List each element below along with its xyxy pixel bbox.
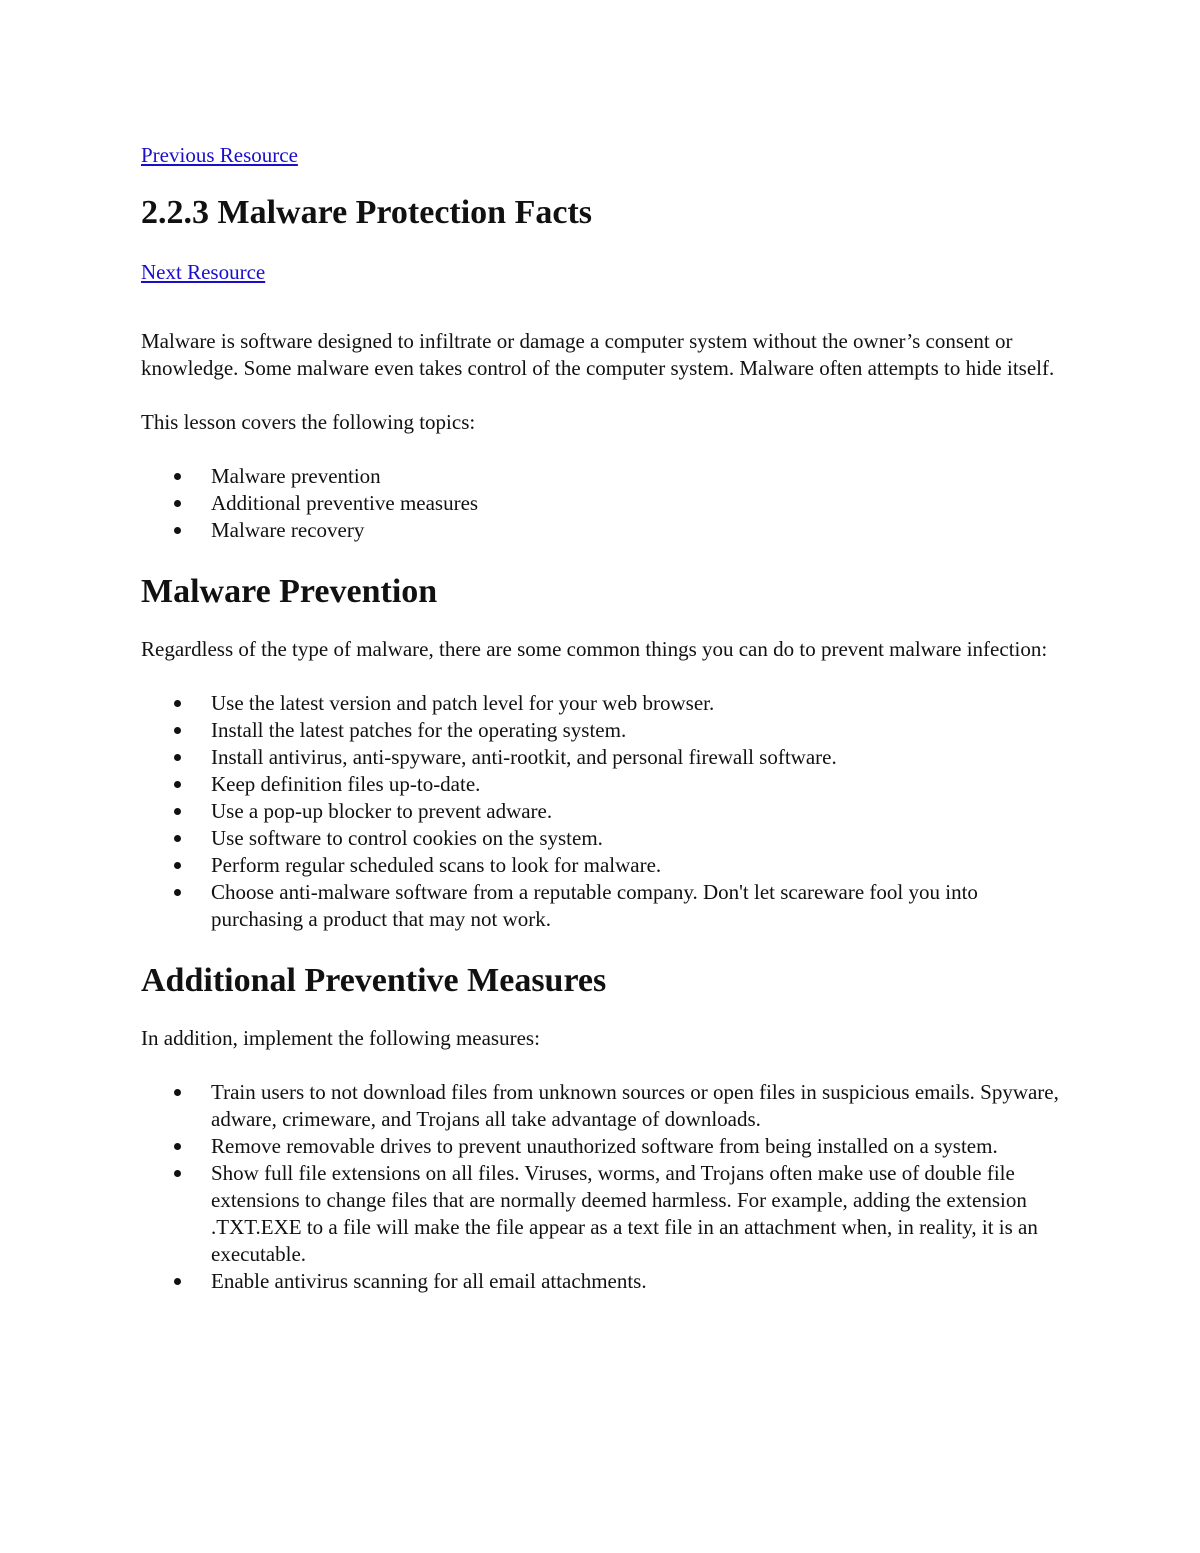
- bullet-icon: [174, 527, 181, 534]
- bullet-icon: [174, 862, 181, 869]
- bullet-icon: [174, 835, 181, 842]
- bullet-icon: [174, 500, 181, 507]
- list-item: [141, 744, 1071, 771]
- list-item-text: Choose anti-malware software from a reputable company. Don't let scareware fool you into purchasing a product that may not work.: [211, 880, 978, 931]
- list-item-text: Use the latest version and patch level for your web browser.: [211, 691, 715, 715]
- list-item-text: Show full file extensions on all files. Viruses, worms, and Trojans often make use of double file extensions to change files that are normally deemed harmless. For example, adding the extension .TXT.EXE to a file will make the file appear as a text file in an attachment when, in reality, it is an executable.: [211, 1161, 1038, 1266]
- list-item: [141, 1079, 1071, 1133]
- bullet-icon: [174, 754, 181, 761]
- list-item: [141, 1268, 1071, 1295]
- next-resource-link[interactable]: Next Resource: [141, 260, 266, 284]
- list-item-text: Use software to control cookies on the system.: [211, 826, 603, 850]
- list-item-text: Train users to not download files from unknown sources or open files in suspicious emails. Spyware, adware, crimeware, and Trojans all take advantage of downloads.: [211, 1080, 1059, 1131]
- additional-lead: In addition, implement the following measures:: [141, 1026, 540, 1050]
- list-item-text: Enable antivirus scanning for all email attachments.: [211, 1269, 647, 1293]
- additional-list: [141, 1079, 1071, 1295]
- list-item-text: Use a pop-up blocker to prevent adware.: [211, 799, 553, 823]
- prevention-heading: Malware Prevention: [141, 573, 438, 610]
- prevention-lead: Regardless of the type of malware, there are some common things you can do to prevent malware infection:: [141, 637, 1048, 661]
- list-item-text: Install antivirus, anti-spyware, anti-rootkit, and personal firewall software.: [211, 745, 837, 769]
- additional-heading: Additional Preventive Measures: [141, 962, 607, 999]
- list-item-text: Malware recovery: [211, 518, 365, 542]
- list-item-text: Install the latest patches for the operating system.: [211, 718, 627, 742]
- bullet-icon: [174, 727, 181, 734]
- list-item: [141, 852, 1071, 879]
- bullet-icon: [174, 700, 181, 707]
- bullet-icon: [174, 781, 181, 788]
- bullet-icon: [174, 1170, 181, 1177]
- bullet-icon: [174, 889, 181, 896]
- list-item-text: Perform regular scheduled scans to look for malware.: [211, 853, 662, 877]
- list-item-text: Additional preventive measures: [211, 491, 479, 515]
- list-item: [141, 690, 1071, 717]
- list-item: [141, 798, 1071, 825]
- list-item-text: Malware prevention: [211, 464, 381, 488]
- list-item: [141, 490, 1071, 517]
- list-item-text: Keep definition files up-to-date.: [211, 772, 481, 796]
- bullet-icon: [174, 1089, 181, 1096]
- previous-resource-link[interactable]: Previous Resource: [141, 143, 298, 167]
- list-item: [141, 879, 1071, 933]
- list-item: [141, 771, 1071, 798]
- list-item: [141, 463, 1071, 490]
- list-item: [141, 517, 1071, 544]
- list-item-text: Remove removable drives to prevent unauthorized software from being installed on a system.: [211, 1134, 998, 1158]
- topics-list: [141, 463, 1071, 544]
- list-item: [141, 717, 1071, 744]
- list-item: [141, 1133, 1071, 1160]
- prevention-list: [141, 690, 1071, 933]
- list-item: [141, 825, 1071, 852]
- bullet-icon: [174, 808, 181, 815]
- intro-paragraph: Malware is software designed to infiltrate or damage a computer system without the owner’s consent or knowledge. Some malware even takes control of the computer system. Malware often attempts to hide itself.: [141, 329, 1055, 380]
- bullet-icon: [174, 1278, 181, 1285]
- list-item: [141, 1160, 1071, 1268]
- page-title: 2.2.3 Malware Protection Facts: [141, 194, 592, 231]
- document-page: [141, 140, 1071, 1321]
- bullet-icon: [174, 473, 181, 480]
- bullet-icon: [174, 1143, 181, 1150]
- topics-lead: This lesson covers the following topics:: [141, 410, 476, 434]
